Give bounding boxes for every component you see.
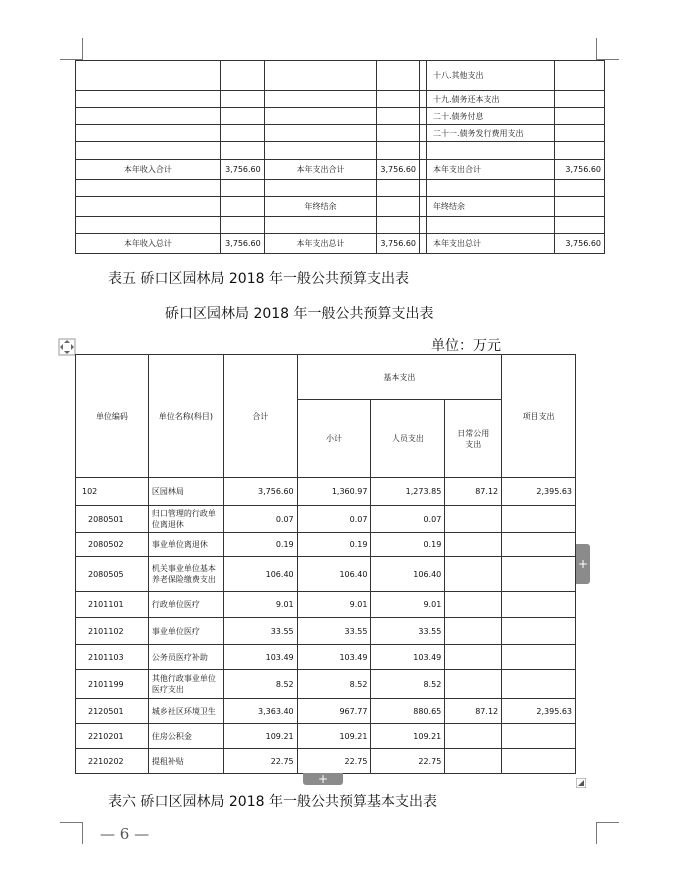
summary-cell: 3,756.60 bbox=[555, 160, 605, 180]
summary-cell: 十九.债务还本支出 bbox=[427, 91, 555, 108]
summary-row bbox=[76, 61, 605, 91]
personnel-cell: 8.52 bbox=[371, 670, 445, 699]
project-cell bbox=[502, 724, 576, 749]
summary-cell bbox=[420, 180, 427, 197]
subtotal-cell: 0.07 bbox=[297, 506, 371, 533]
summary-cell: 二十一.债务发行费用支出 bbox=[427, 125, 555, 142]
public-cell bbox=[445, 618, 502, 645]
public-cell bbox=[445, 670, 502, 699]
total-cell: 3,363.40 bbox=[223, 699, 297, 724]
summary-cell bbox=[420, 234, 427, 254]
summary-cell bbox=[220, 142, 264, 160]
income-expense-summary-table bbox=[75, 60, 605, 254]
total-cell: 0.07 bbox=[223, 506, 297, 533]
total-cell: 0.19 bbox=[223, 533, 297, 557]
summary-cell bbox=[420, 197, 427, 217]
personnel-cell: 22.75 bbox=[371, 749, 445, 774]
public-cell bbox=[445, 749, 502, 774]
code-cell: 2120501 bbox=[76, 699, 149, 724]
total-cell: 33.55 bbox=[223, 618, 297, 645]
summary-cell bbox=[76, 91, 221, 108]
table-title: 硚口区园林局 2018 年一般公共预算支出表 bbox=[165, 306, 434, 322]
public-cell bbox=[445, 506, 502, 533]
header-subtotal: 小计 bbox=[297, 400, 371, 478]
summary-cell bbox=[377, 217, 420, 234]
summary-cell bbox=[220, 91, 264, 108]
caption-table-6: 表六 硚口区园林局 2018 年一般公共预算基本支出表 bbox=[108, 794, 437, 810]
summary-cell bbox=[555, 91, 605, 108]
subtotal-cell: 103.49 bbox=[297, 645, 371, 670]
summary-cell bbox=[264, 125, 377, 142]
public-cell bbox=[445, 724, 502, 749]
code-cell: 2210202 bbox=[76, 749, 149, 774]
name-cell: 提租补贴 bbox=[148, 749, 223, 774]
summary-cell: 本年支出总计 bbox=[427, 234, 555, 254]
summary-cell: 本年收入合计 bbox=[76, 160, 221, 180]
public-cell bbox=[445, 533, 502, 557]
name-cell: 其他行政事业单位医疗支出 bbox=[148, 670, 223, 699]
code-cell: 2080502 bbox=[76, 533, 149, 557]
summary-cell: 本年收入总计 bbox=[76, 234, 221, 254]
total-cell: 9.01 bbox=[223, 592, 297, 618]
summary-row bbox=[76, 142, 605, 160]
personnel-cell: 0.07 bbox=[371, 506, 445, 533]
summary-cell bbox=[76, 142, 221, 160]
total-cell: 3,756.60 bbox=[223, 478, 297, 506]
header-project: 项目支出 bbox=[502, 355, 576, 478]
summary-cell bbox=[555, 108, 605, 125]
crop-mark-bottom-left-h bbox=[60, 822, 82, 823]
name-cell: 公务员医疗补助 bbox=[148, 645, 223, 670]
table-row bbox=[76, 670, 576, 699]
project-cell bbox=[502, 557, 576, 592]
public-cell bbox=[445, 592, 502, 618]
summary-cell bbox=[555, 180, 605, 197]
summary-cell bbox=[555, 197, 605, 217]
summary-cell bbox=[264, 217, 377, 234]
header-total: 合计 bbox=[223, 355, 297, 478]
table-row bbox=[76, 749, 576, 774]
personnel-cell: 109.21 bbox=[371, 724, 445, 749]
summary-cell bbox=[420, 125, 427, 142]
public-cell: 87.12 bbox=[445, 699, 502, 724]
summary-cell bbox=[377, 61, 420, 91]
project-cell bbox=[502, 670, 576, 699]
crop-mark-bottom-left-v bbox=[82, 822, 83, 844]
subtotal-cell: 0.19 bbox=[297, 533, 371, 557]
public-cell bbox=[445, 645, 502, 670]
header-personnel: 人员支出 bbox=[371, 400, 445, 478]
table-row bbox=[76, 592, 576, 618]
summary-cell bbox=[264, 91, 377, 108]
summary-cell bbox=[420, 217, 427, 234]
summary-row bbox=[76, 108, 605, 125]
personnel-cell: 880.65 bbox=[371, 699, 445, 724]
crop-mark-top-right-v bbox=[596, 38, 597, 60]
code-cell: 2080505 bbox=[76, 557, 149, 592]
subtotal-cell: 8.52 bbox=[297, 670, 371, 699]
summary-cell: 本年支出总计 bbox=[264, 234, 377, 254]
summary-row bbox=[76, 180, 605, 197]
summary-cell: 本年支出合计 bbox=[264, 160, 377, 180]
summary-cell bbox=[377, 125, 420, 142]
summary-cell bbox=[264, 108, 377, 125]
personnel-cell: 0.19 bbox=[371, 533, 445, 557]
summary-cell: 3,756.60 bbox=[220, 234, 264, 254]
summary-cell bbox=[377, 142, 420, 160]
subtotal-cell: 1,360.97 bbox=[297, 478, 371, 506]
summary-cell bbox=[427, 180, 555, 197]
subtotal-cell: 967.77 bbox=[297, 699, 371, 724]
summary-cell bbox=[220, 61, 264, 91]
header-public: 日常公用支出 bbox=[445, 400, 502, 478]
total-cell: 103.49 bbox=[223, 645, 297, 670]
summary-cell bbox=[377, 180, 420, 197]
crop-mark-bottom-right-h bbox=[597, 822, 619, 823]
table-row bbox=[76, 557, 576, 592]
summary-row bbox=[76, 160, 605, 180]
total-cell: 8.52 bbox=[223, 670, 297, 699]
project-cell: 2,395.63 bbox=[502, 478, 576, 506]
code-cell: 2101101 bbox=[76, 592, 149, 618]
personnel-cell: 1,273.85 bbox=[371, 478, 445, 506]
name-cell: 住房公积金 bbox=[148, 724, 223, 749]
header-basic: 基本支出 bbox=[297, 355, 502, 400]
header-name: 单位名称(科目) bbox=[148, 355, 223, 478]
summary-cell bbox=[420, 61, 427, 91]
summary-cell bbox=[76, 125, 221, 142]
table-row bbox=[76, 699, 576, 724]
budget-expenditure-table bbox=[75, 354, 576, 774]
personnel-cell: 9.01 bbox=[371, 592, 445, 618]
summary-cell bbox=[555, 61, 605, 91]
header-code: 单位编码 bbox=[76, 355, 149, 478]
summary-cell bbox=[377, 91, 420, 108]
summary-cell bbox=[420, 160, 427, 180]
code-cell: 2101103 bbox=[76, 645, 149, 670]
summary-cell: 本年支出合计 bbox=[427, 160, 555, 180]
public-cell: 87.12 bbox=[445, 478, 502, 506]
crop-mark-bottom-right-v bbox=[596, 822, 597, 844]
total-cell: 22.75 bbox=[223, 749, 297, 774]
summary-cell bbox=[76, 217, 221, 234]
name-cell: 归口管理的行政单位离退休 bbox=[148, 506, 223, 533]
personnel-cell: 106.40 bbox=[371, 557, 445, 592]
summary-row bbox=[76, 234, 605, 254]
summary-cell bbox=[76, 197, 221, 217]
table-row bbox=[76, 506, 576, 533]
table-row bbox=[76, 618, 576, 645]
name-cell: 城乡社区环境卫生 bbox=[148, 699, 223, 724]
add-row-icon[interactable]: + bbox=[303, 773, 343, 785]
summary-cell bbox=[220, 197, 264, 217]
summary-row bbox=[76, 197, 605, 217]
summary-row bbox=[76, 91, 605, 108]
summary-cell bbox=[76, 61, 221, 91]
summary-cell bbox=[377, 108, 420, 125]
page-number: — 6 — bbox=[100, 825, 150, 843]
summary-cell bbox=[420, 108, 427, 125]
subtotal-cell: 9.01 bbox=[297, 592, 371, 618]
caption-table-5: 表五 硚口区园林局 2018 年一般公共预算支出表 bbox=[108, 271, 409, 287]
name-cell: 行政单位医疗 bbox=[148, 592, 223, 618]
summary-cell bbox=[220, 180, 264, 197]
project-cell bbox=[502, 618, 576, 645]
summary-cell bbox=[220, 217, 264, 234]
summary-cell bbox=[220, 108, 264, 125]
move-handle-icon[interactable] bbox=[58, 338, 76, 356]
public-cell bbox=[445, 557, 502, 592]
table-row bbox=[76, 724, 576, 749]
name-cell: 区园林局 bbox=[148, 478, 223, 506]
code-cell: 2101102 bbox=[76, 618, 149, 645]
summary-cell bbox=[264, 180, 377, 197]
subtotal-cell: 109.21 bbox=[297, 724, 371, 749]
total-cell: 109.21 bbox=[223, 724, 297, 749]
code-cell: 2080501 bbox=[76, 506, 149, 533]
code-cell: 2101199 bbox=[76, 670, 149, 699]
add-column-icon[interactable]: + bbox=[576, 544, 590, 584]
summary-cell bbox=[76, 108, 221, 125]
summary-cell bbox=[76, 180, 221, 197]
summary-cell: 十八.其他支出 bbox=[427, 61, 555, 91]
unit-label: 单位：万元 bbox=[431, 338, 501, 354]
summary-cell: 3,756.60 bbox=[377, 160, 420, 180]
project-cell bbox=[502, 645, 576, 670]
subtotal-cell: 33.55 bbox=[297, 618, 371, 645]
summary-cell bbox=[264, 61, 377, 91]
summary-cell bbox=[555, 142, 605, 160]
summary-row bbox=[76, 217, 605, 234]
summary-cell: 3,756.60 bbox=[555, 234, 605, 254]
summary-cell: 二十.债务付息 bbox=[427, 108, 555, 125]
project-cell bbox=[502, 506, 576, 533]
crop-mark-top-left-v bbox=[82, 38, 83, 60]
project-cell bbox=[502, 749, 576, 774]
subtotal-cell: 106.40 bbox=[297, 557, 371, 592]
summary-cell bbox=[420, 142, 427, 160]
table-row bbox=[76, 645, 576, 670]
personnel-cell: 33.55 bbox=[371, 618, 445, 645]
project-cell: 2,395.63 bbox=[502, 699, 576, 724]
table-row bbox=[76, 478, 576, 506]
summary-cell bbox=[427, 142, 555, 160]
subtotal-cell: 22.75 bbox=[297, 749, 371, 774]
summary-cell bbox=[220, 125, 264, 142]
project-cell bbox=[502, 533, 576, 557]
code-cell: 2210201 bbox=[76, 724, 149, 749]
summary-cell bbox=[420, 91, 427, 108]
project-cell bbox=[502, 592, 576, 618]
summary-cell bbox=[427, 217, 555, 234]
summary-cell bbox=[377, 197, 420, 217]
summary-cell: 3,756.60 bbox=[220, 160, 264, 180]
personnel-cell: 103.49 bbox=[371, 645, 445, 670]
name-cell: 机关事业单位基本养老保险缴费支出 bbox=[148, 557, 223, 592]
name-cell: 事业单位医疗 bbox=[148, 618, 223, 645]
summary-cell bbox=[555, 125, 605, 142]
summary-cell: 年终结余 bbox=[427, 197, 555, 217]
summary-cell bbox=[555, 217, 605, 234]
resize-handle-icon[interactable] bbox=[576, 773, 586, 783]
summary-cell bbox=[264, 142, 377, 160]
total-cell: 106.40 bbox=[223, 557, 297, 592]
name-cell: 事业单位离退休 bbox=[148, 533, 223, 557]
summary-cell: 3,756.60 bbox=[377, 234, 420, 254]
summary-cell: 年终结余 bbox=[264, 197, 377, 217]
table-row bbox=[76, 533, 576, 557]
summary-row bbox=[76, 125, 605, 142]
code-cell: 102 bbox=[76, 478, 149, 506]
